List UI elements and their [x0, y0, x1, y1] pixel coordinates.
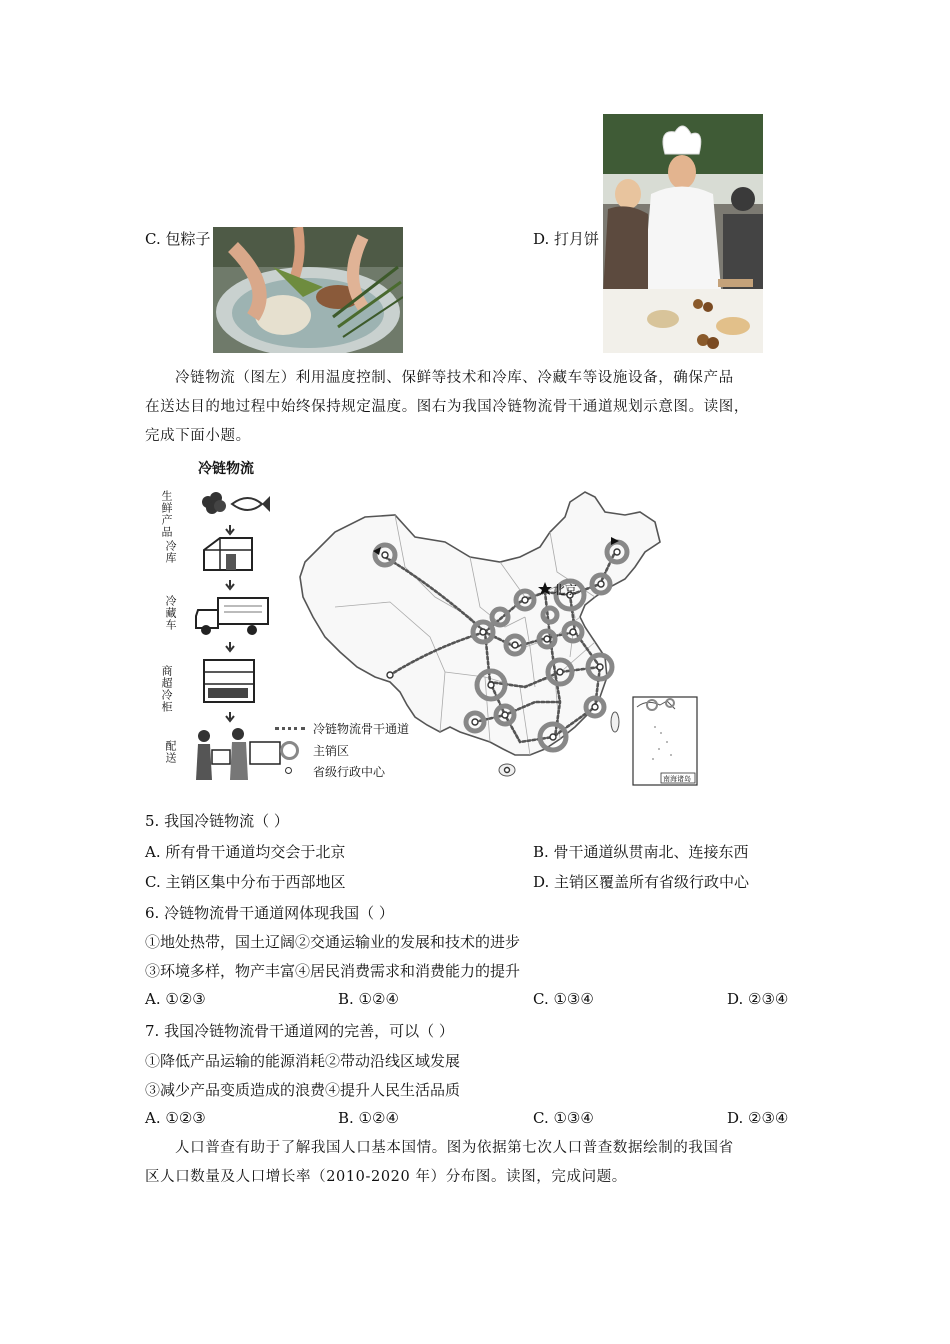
arrow-down-icon: [226, 525, 234, 534]
arrow-down-icon: [226, 580, 234, 589]
intro-line-1: 冷链物流（图左）利用温度控制、保鲜等技术和冷库、冷藏车等设施设备，确保产品: [175, 370, 734, 386]
q7-stem: 7. 我国冷链物流骨干通道网的完善，可以（ ）: [145, 1022, 454, 1040]
zongzi-photo: [213, 227, 403, 353]
provincial-capital-dot: [614, 549, 620, 555]
intro-paragraph: [145, 364, 805, 451]
provincial-capital-dot: [502, 712, 508, 718]
q5-option-b[interactable]: B. 骨干通道纵贯南北、连接东西: [533, 843, 749, 861]
step-label-delivery: 配送: [164, 740, 177, 764]
provincial-capital-dot: [592, 704, 598, 710]
china-cold-chain-map: [295, 487, 705, 787]
legend-capital-label: 省级行政中心: [313, 765, 386, 779]
arrow-down-icon: [226, 712, 234, 721]
legend-route-label: 冷链物流骨干通道: [313, 722, 410, 736]
provincial-capital-dot: [570, 629, 576, 635]
q6-statement-1: ①地处热带，国土辽阔②交通运输业的发展和技术的进步: [145, 933, 521, 951]
provincial-capital-dot: [382, 552, 388, 558]
provincial-capital-dot: [512, 642, 518, 648]
option-d-label: D. 打月饼: [533, 230, 600, 248]
refrigerated-truck-icon: [196, 598, 268, 635]
closing-line-1: 人口普查有助于了解我国人口基本国情。图为依据第七次人口普查数据绘制的我国省: [175, 1140, 734, 1156]
inset-label: 南海诸岛: [663, 775, 691, 783]
produce-icon: [202, 492, 270, 514]
provincial-capital-dot: [557, 669, 563, 675]
intro-line-3: 完成下面小题。: [145, 428, 251, 444]
provincial-capital-dot: [544, 636, 550, 642]
intro-line-2: 在送达目的地过程中始终保持规定温度。图右为我国冷链物流骨干通道规划示意图。读图，: [145, 399, 749, 415]
mooncake-photo: [603, 114, 763, 353]
q5-option-c[interactable]: C. 主销区集中分布于西部地区: [145, 873, 346, 891]
q6-option-a[interactable]: A. ①②③: [145, 990, 206, 1008]
provincial-capital-dot: [597, 664, 603, 670]
provincial-capital-dot: [387, 672, 393, 678]
legend-sales-swatch: [280, 741, 299, 760]
q6-option-c[interactable]: C. ①③④: [533, 990, 594, 1008]
flow-title: 冷链物流: [198, 461, 254, 477]
arrow-down-icon: [226, 642, 234, 651]
taiwan-island: [611, 712, 619, 732]
supermarket-fridge-icon: [204, 660, 254, 702]
delivery-icon: [196, 728, 280, 780]
closing-paragraph: [145, 1134, 805, 1192]
q5-option-d[interactable]: D. 主销区覆盖所有省级行政中心: [533, 873, 750, 891]
south-china-sea-inset: [633, 697, 697, 785]
legend-capital-swatch: [285, 767, 292, 774]
beijing-label: 北京: [553, 583, 578, 597]
provincial-capital-dot: [472, 719, 478, 725]
step-label-truck: 冷藏车: [164, 595, 177, 631]
map-legend: [275, 719, 435, 781]
q7-option-d[interactable]: D. ②③④: [727, 1109, 789, 1127]
q6-statement-2: ③环境多样，物产丰富④居民消费需求和消费能力的提升: [145, 962, 521, 980]
q5-stem: 5. 我国冷链物流（ ）: [145, 812, 289, 830]
step-label-produce: 生鲜产品: [160, 490, 173, 538]
q6-option-b[interactable]: B. ①②④: [338, 990, 399, 1008]
q7-option-c[interactable]: C. ①③④: [533, 1109, 594, 1127]
cold-chain-flow-figure: [150, 455, 285, 790]
legend-route-swatch: [275, 727, 305, 730]
provincial-capital-dot: [522, 597, 528, 603]
q7-option-b[interactable]: B. ①②④: [338, 1109, 399, 1127]
legend-sales-label: 主销区: [313, 744, 350, 758]
step-label-cold-storage: 冷库: [164, 540, 177, 564]
q7-statement-2: ③减少产品变质造成的浪费④提升人民生活品质: [145, 1081, 461, 1099]
q6-stem: 6. 冷链物流骨干通道网体现我国（ ）: [145, 904, 394, 922]
step-label-fridge: 商超冷柜: [160, 665, 173, 713]
closing-line-2: 区人口数量及人口增长率（2010-2020 年）分布图。读图，完成问题。: [145, 1169, 627, 1185]
option-c-label: C. 包粽子: [145, 230, 211, 248]
provincial-capital-dot: [505, 768, 510, 773]
cold-storage-icon: [204, 538, 252, 570]
provincial-capital-dot: [550, 734, 556, 740]
provincial-capital-dot: [598, 581, 604, 587]
provincial-capital-dot: [488, 682, 494, 688]
q7-statement-1: ①降低产品运输的能源消耗②带动沿线区域发展: [145, 1052, 461, 1070]
provincial-capital-dot: [480, 629, 486, 635]
q6-option-d[interactable]: D. ②③④: [727, 990, 789, 1008]
q5-option-a[interactable]: A. 所有骨干通道均交会于北京: [145, 843, 346, 861]
q7-option-a[interactable]: A. ①②③: [145, 1109, 206, 1127]
